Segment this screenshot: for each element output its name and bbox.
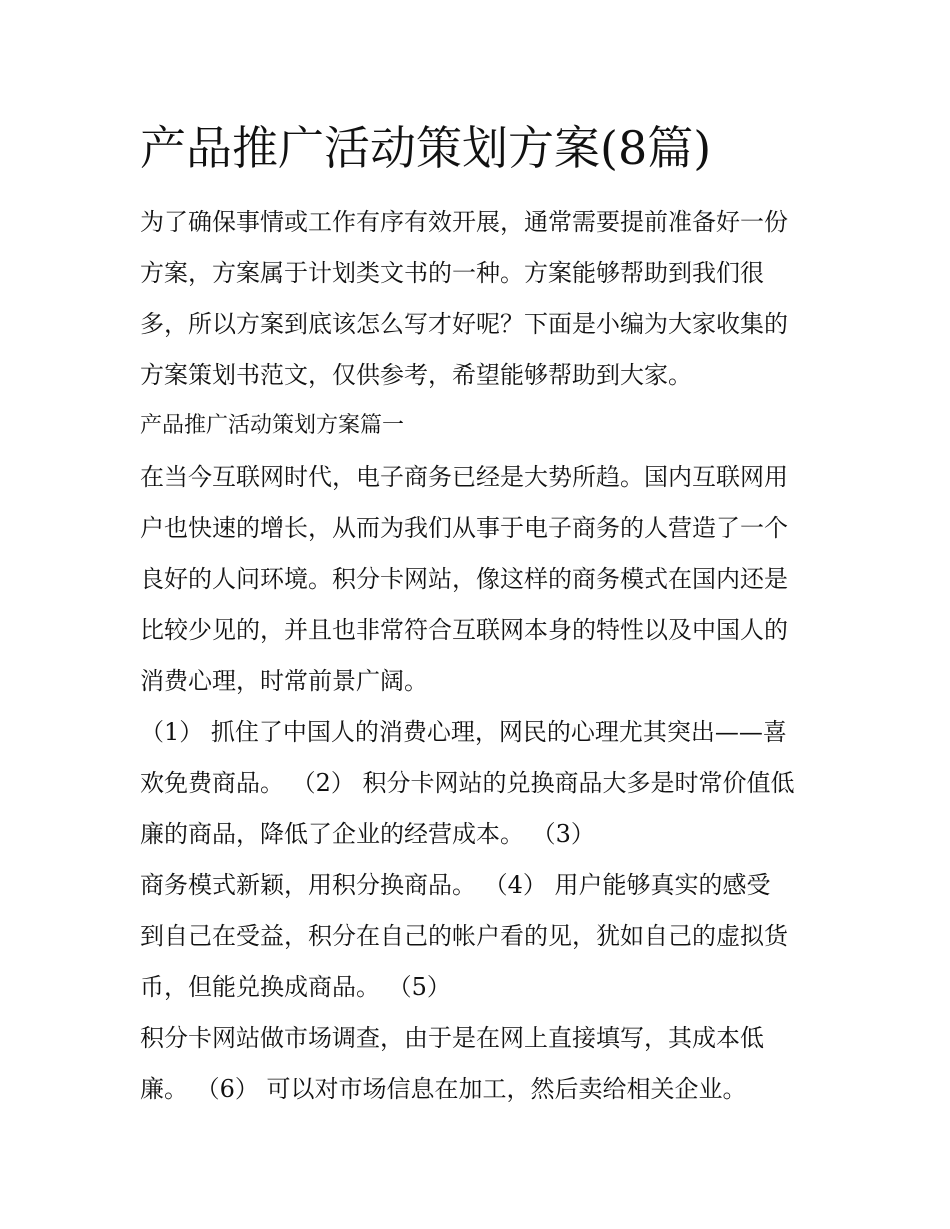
body-line-3: 多，所以方案到底该怎么写才好呢？下面是小编为大家收集的 <box>140 310 788 338</box>
body-line-2: 方案，方案属于计划类文书的一种。方案能够帮助到我们很 <box>140 259 764 287</box>
body-line-10: 消费心理，时常前景广阔。 <box>140 667 428 695</box>
body-line-11: （1） 抓住了中国人的消费心理，网民的心理尤其突出——喜 <box>140 718 787 746</box>
section-heading: 产品推广活动策划方案篇一 <box>140 413 405 438</box>
body-line-12: 欢免费商品。 （2） 积分卡网站的兑换商品大多是时常价值低 <box>140 769 795 797</box>
body-line-16: 币，但能兑换成商品。 （5） <box>140 973 451 1001</box>
body-line-1: 为了确保事情或工作有序有效开展，通常需要提前准备好一份 <box>140 208 788 236</box>
body-line-14: 商务模式新颖，用积分换商品。 （4） 用户能够真实的感受 <box>140 871 771 899</box>
body-line-17: 积分卡网站做市场调查，由于是在网上直接填写，其成本低 <box>140 1024 764 1052</box>
body-line-4: 方案策划书范文，仅供参考，希望能够帮助到大家。 <box>140 361 692 389</box>
body-line-9: 比较少见的，并且也非常符合互联网本身的特性以及中国人的 <box>140 616 788 644</box>
document-title: 产品推广活动策划方案(8篇) <box>140 121 712 175</box>
body-line-7: 户也快速的增长，从而为我们从事于电子商务的人营造了一个 <box>140 514 788 542</box>
body-line-15: 到自己在受益，积分在自己的帐户看的见，犹如自己的虚拟货 <box>140 922 788 950</box>
body-line-13: 廉的商品，降低了企业的经营成本。 （3） <box>140 820 595 848</box>
body-line-18: 廉。 （6） 可以对市场信息在加工，然后卖给相关企业。 <box>140 1075 747 1103</box>
body-line-6: 在当今互联网时代，电子商务已经是大势所趋。国内互联网用 <box>140 463 788 491</box>
body-line-8: 良好的人问环境。积分卡网站，像这样的商务模式在国内还是 <box>140 565 788 593</box>
